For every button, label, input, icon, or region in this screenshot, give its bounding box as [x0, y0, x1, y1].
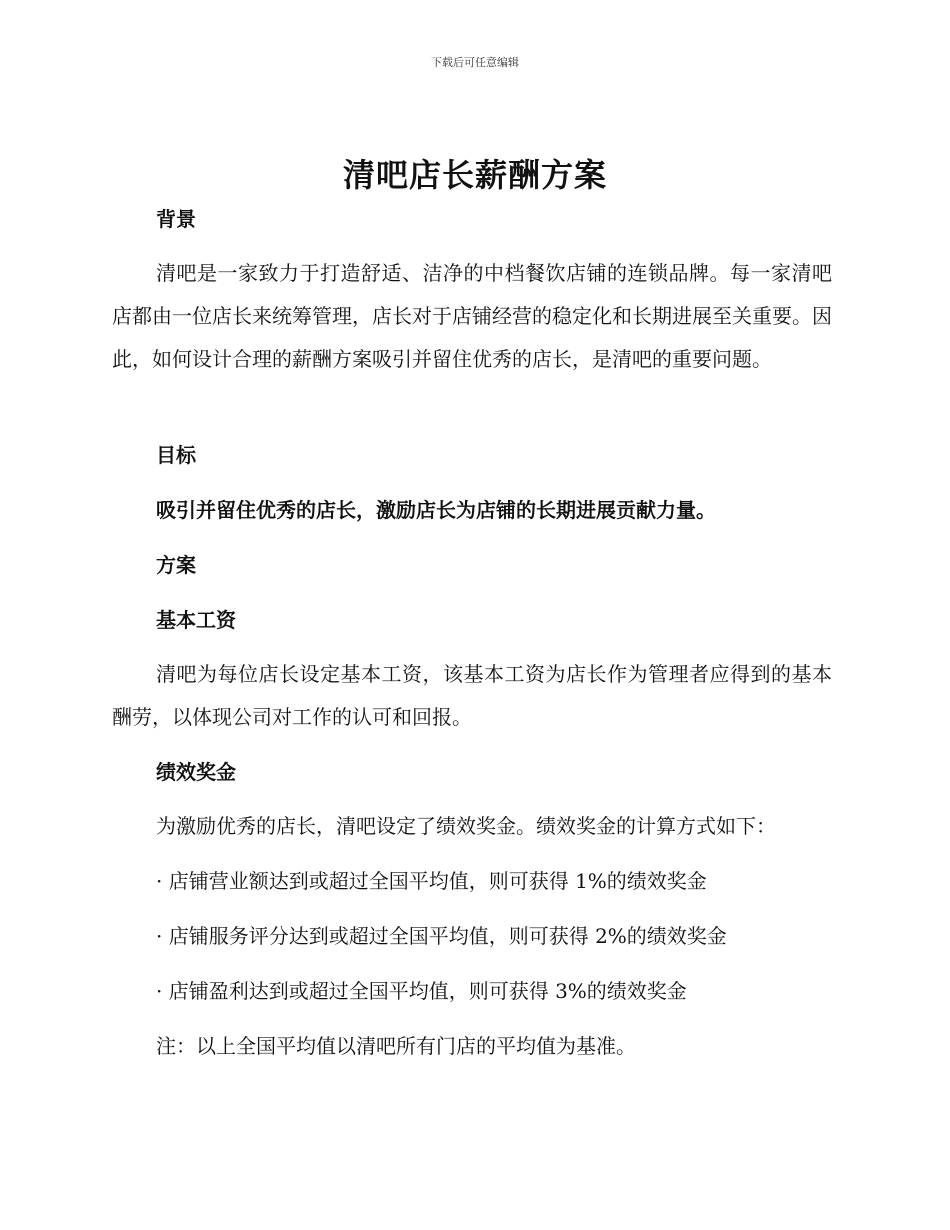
base-salary-paragraph: 清吧为每位店长设定基本工资，该基本工资为店长作为管理者应得到的基本酬劳，以体现公司对工作的认可和回报。	[112, 662, 832, 729]
note-text: 注：以上全国平均值以清吧所有门店的平均值为基准。	[156, 1034, 636, 1058]
document-title: 清吧店长薪酬方案	[342, 156, 607, 194]
goal-statement: 吸引并留住优秀的店长，激励店长为店铺的长期进展贡献力量。	[156, 498, 716, 522]
bonus-item: · 店铺盈利达到或超过全国平均值，则可获得 3%的绩效奖金	[156, 979, 687, 1003]
goal-heading: 目标	[156, 443, 196, 467]
background-heading: 背景	[156, 207, 196, 231]
base-salary-heading: 基本工资	[156, 608, 236, 632]
plan-heading: 方案	[156, 553, 196, 577]
bonus-heading: 绩效奖金	[156, 760, 236, 784]
bonus-intro: 为激励优秀的店长，清吧设定了绩效奖金。绩效奖金的计算方式如下：	[156, 814, 776, 838]
bonus-item: · 店铺服务评分达到或超过全国平均值，则可获得 2%的绩效奖金	[156, 924, 727, 948]
bonus-item: · 店铺营业额达到或超过全国平均值，则可获得 1%的绩效奖金	[156, 869, 707, 893]
background-paragraph: 清吧是一家致力于打造舒适、洁净的中档餐饮店铺的连锁品牌。每一家清吧店都由一位店长来统筹管理，店长对于店铺经营的稳定化和长期进展至关重要。因此，如何设计合理的薪酬方案吸引并留住优秀的店长，是清吧的重要问题。	[112, 261, 832, 371]
header-note: 下载后可任意编辑	[431, 56, 519, 69]
